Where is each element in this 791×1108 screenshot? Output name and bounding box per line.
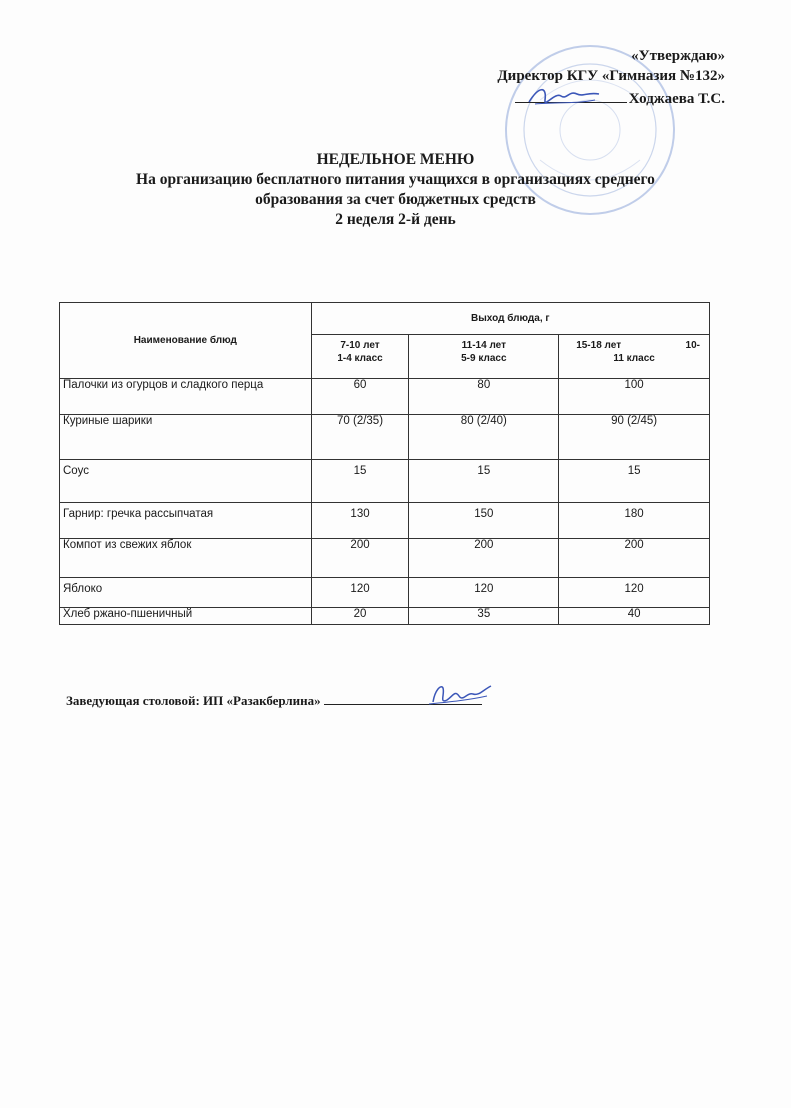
portion-value: 35 bbox=[409, 608, 559, 625]
table-row bbox=[60, 415, 710, 460]
dish-name: Соус bbox=[60, 460, 312, 503]
portion-value: 15 bbox=[311, 460, 409, 503]
portion-value: 180 bbox=[559, 503, 710, 539]
document-title bbox=[40, 150, 751, 230]
dish-name: Яблоко bbox=[60, 578, 312, 608]
table-row bbox=[60, 460, 710, 503]
portion-value: 15 bbox=[559, 460, 710, 503]
dish-name: Гарнир: гречка рассыпчатая bbox=[60, 503, 312, 539]
table-row bbox=[60, 503, 710, 539]
approver-position: Директор КГУ «Гимназия №132» bbox=[497, 68, 725, 84]
portion-value: 40 bbox=[559, 608, 710, 625]
portion-value: 20 bbox=[311, 608, 409, 625]
menu-table bbox=[59, 302, 710, 625]
table-row bbox=[60, 379, 710, 415]
dish-name: Палочки из огурцов и сладкого перца bbox=[60, 379, 312, 415]
title-main: НЕДЕЛЬНОЕ МЕНЮ bbox=[316, 151, 475, 168]
portion-value: 80 (2/40) bbox=[409, 415, 559, 460]
director-signature bbox=[525, 82, 605, 112]
canteen-head-label: Заведующая столовой: ИП «Разакберлина» bbox=[66, 693, 321, 708]
approver-name: Ходжаева Т.С. bbox=[628, 91, 725, 107]
age-group-1-age: 7-10 лет bbox=[340, 340, 380, 351]
portion-value: 120 bbox=[311, 578, 409, 608]
table-row bbox=[60, 608, 710, 625]
portion-value: 60 bbox=[311, 379, 409, 415]
portion-value: 130 bbox=[311, 503, 409, 539]
portion-value: 150 bbox=[409, 503, 559, 539]
age-group-2 bbox=[409, 335, 559, 379]
title-subtitle: На организацию бесплатного питания учащихся в организациях среднего bbox=[136, 171, 655, 188]
dish-name: Компот из свежих яблок bbox=[60, 539, 312, 578]
portion-value: 120 bbox=[409, 578, 559, 608]
portion-value: 120 bbox=[559, 578, 710, 608]
age-group-2-age: 11-14 лет bbox=[461, 340, 506, 351]
age-group-3-age-cont: 10- bbox=[685, 340, 700, 351]
canteen-head-signature bbox=[425, 680, 495, 710]
table-row bbox=[60, 539, 710, 578]
age-group-1-grade: 1-4 класс bbox=[337, 353, 383, 364]
age-group-1 bbox=[311, 335, 409, 379]
portion-value: 200 bbox=[311, 539, 409, 578]
age-group-3-grade: 11 класс bbox=[613, 353, 655, 364]
age-group-3-age: 15-18 лет bbox=[576, 340, 622, 351]
dish-name: Хлеб ржано-пшеничный bbox=[60, 608, 312, 625]
header-output: Выход блюда, г bbox=[311, 303, 709, 335]
title-subtitle-cont: образования за счет бюджетных средств bbox=[255, 191, 536, 208]
portion-value: 80 bbox=[409, 379, 559, 415]
canteen-head-line bbox=[66, 690, 482, 709]
portion-value: 200 bbox=[559, 539, 710, 578]
portion-value: 70 (2/35) bbox=[311, 415, 409, 460]
approval-heading: «Утверждаю» bbox=[631, 48, 725, 64]
age-group-3 bbox=[559, 335, 710, 379]
title-week-day: 2 неделя 2-й день bbox=[335, 211, 456, 228]
dish-name: Куриные шарики bbox=[60, 415, 312, 460]
portion-value: 90 (2/45) bbox=[559, 415, 710, 460]
table-row bbox=[60, 578, 710, 608]
header-dish-name: Наименование блюд bbox=[60, 303, 312, 379]
age-group-2-grade: 5-9 класс bbox=[461, 353, 507, 364]
portion-value: 100 bbox=[559, 379, 710, 415]
portion-value: 15 bbox=[409, 460, 559, 503]
table-header-row bbox=[60, 303, 710, 335]
portion-value: 200 bbox=[409, 539, 559, 578]
